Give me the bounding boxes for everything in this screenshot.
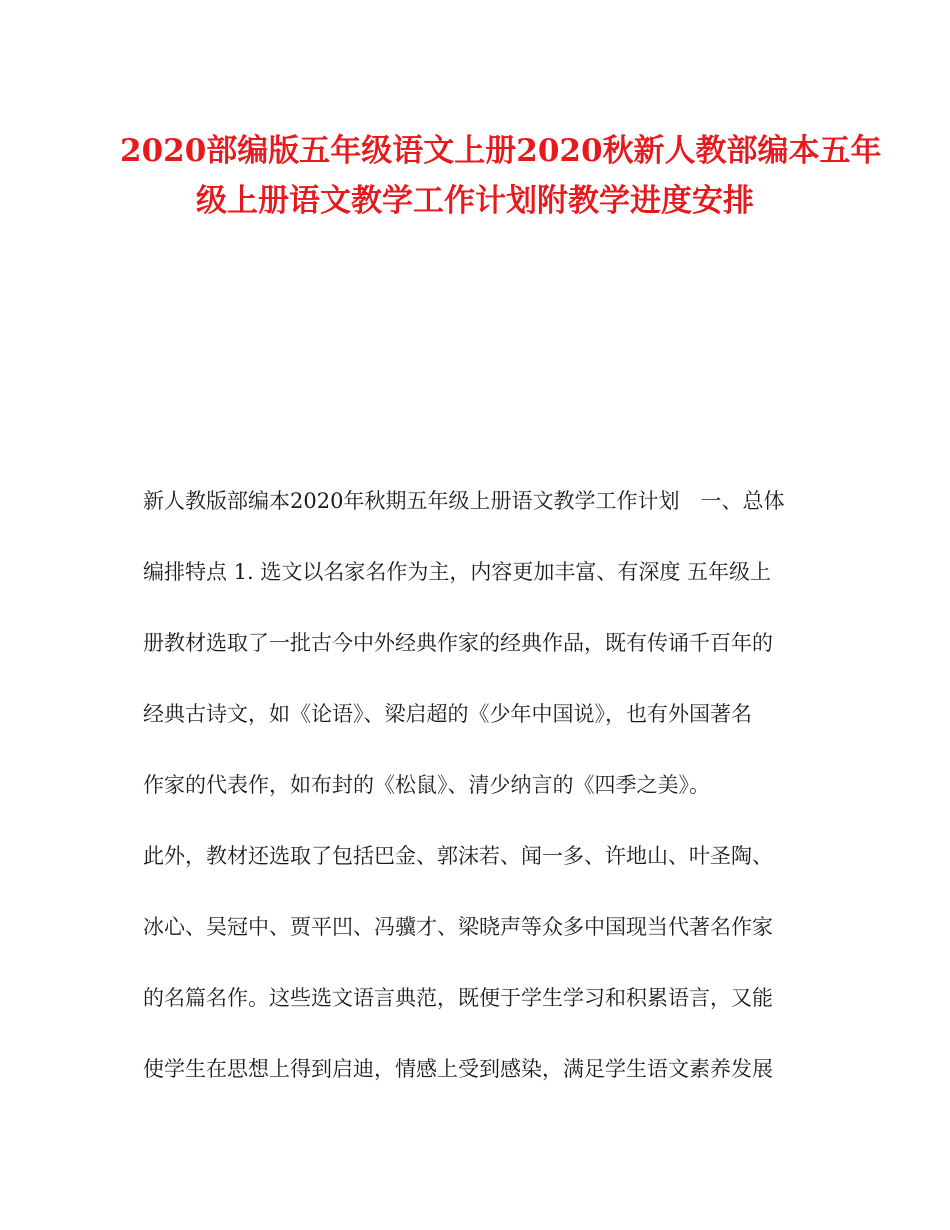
body-line-4: 经典古诗文，如《论语》、梁启超的《少年中国说》，也有外国著名 (143, 702, 752, 726)
body-line-6: 此外，教材还选取了包括巴金、郭沫若、闻一多、许地山、叶圣陶、 (143, 844, 773, 868)
body-line-3: 册教材选取了一批古今中外经典作家的经典作品，既有传诵千百年的 (143, 631, 773, 655)
body-line-8: 的名篇名作。这些选文语言典范，既便于学生学习和积累语言，又能 (143, 986, 773, 1010)
document-body (143, 478, 808, 1117)
document-title-line-1: 2020部编版五年级语文上册2020秋新人教部编本五年 (120, 133, 882, 169)
body-line-2: 编排特点 1. 选文以名家名作为主，内容更加丰富、有深度 五年级上 (143, 560, 772, 584)
body-line-5: 作家的代表作，如布封的《松鼠》、清少纳言的《四季之美》。 (143, 773, 710, 797)
document-title-line-2: 级上册语文教学工作计划附教学进度安排 (196, 183, 754, 219)
body-line-1: 新人教版部编本2020年秋期五年级上册语文教学工作计划 一、总体 (143, 489, 785, 513)
body-line-9: 使学生在思想上得到启迪，情感上受到感染，满足学生语文素养发展 (143, 1057, 773, 1081)
document-title (120, 126, 882, 226)
body-line-7: 冰心、吴冠中、贾平凹、冯骥才、梁晓声等众多中国现当代著名作家 (143, 915, 773, 939)
